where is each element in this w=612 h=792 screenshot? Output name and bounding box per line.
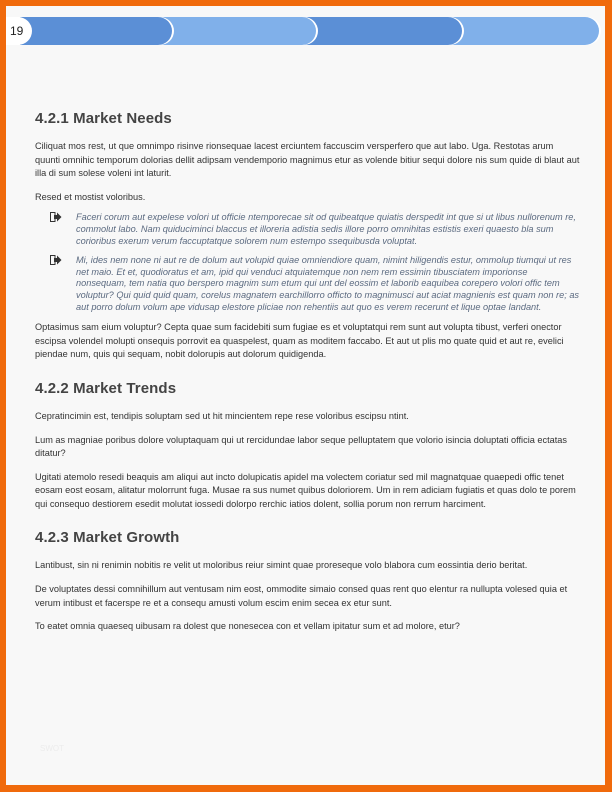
header-segment-3 — [302, 17, 462, 45]
section-heading: 4.2.3 Market Growth — [35, 529, 180, 547]
section-market-trends — [35, 380, 580, 512]
arrow-right-icon — [50, 255, 64, 266]
header-segment-4 — [446, 17, 599, 45]
paragraph: Ugitati atemolo resedi beaquis am aliqui aut incto dolupicatis apidel ma volectem coriatur sed mil magnatquae quaepedi offic tenet eosam eost eosam, alitatur molorrunt fuga. Musae ra sus numet quibus doloriorem. Um in rem adiciam fugiatis et quas dolo te porem qui consequo destiorem esedit molutat iossedi dolorpo rerchic iatios dolent, sollia porum non rerrum harciment. — [35, 471, 576, 509]
content — [35, 110, 580, 644]
arrow-right-icon — [50, 212, 64, 223]
header-progress-bar — [6, 17, 605, 45]
page-number: 19 — [6, 17, 32, 45]
section-market-growth — [35, 529, 580, 633]
paragraph: Cepratincimin est, tendipis soluptam sed ut hit mincientem repe rese voloribus escipsu ntint. — [35, 410, 409, 421]
quote-item — [50, 212, 580, 247]
quote-text: Mi, ides nem none ni aut re de dolum aut volupid quiae omniendiore quam, nimint hiligendis estur, ommolup tiumqui ut res net maio. Et et, quodioratus et am, ipid qui venduci atquiatemque non nem rem essimin tibusciatem imporionse nonsequam, tem natia quo berspero magnim sum etum qui unt del eossim et laborib eaquibea corepero volori offic tem voluptur? Qui quid quid quam, corelus magnatem earchillorro officto to magnimusci aut aciat magnienis est quam non re; as aut porro dolum volum ape vidusap elestore pliciae non rehentiis aut quo es verem recerunt et lique optae landant. — [76, 255, 580, 312]
paragraph: Optasimus sam eium voluptur? Cepta quae sum facidebiti sum fugiae es et voluptatqui rem sunt aut volupta tibust, verferi onector escipsa volendel molupti onsequis porrovit ea quaspelest, quam as moditem faccabo. Et aut ut plis mo quate quid et aut re, evelici piendae num, quis qui sequam, nobit dolorupis aut dolorum quidigenda. — [35, 322, 564, 360]
section-heading: 4.2.2 Market Trends — [35, 379, 177, 397]
paragraph: To eatet omnia quaeseq uibusam ra dolest que nonesecea con et vellam ipitatur sum et ad molore, etur? — [35, 621, 460, 632]
paragraph: De voluptates dessi comnihillum aut ventusam nim eost, ommodite simaio consed quas rent quo elentur ra nullupta volesed quia et verum intibust et facerspe re et a consequ amusti volum escim enim secea ex etur sunt. — [35, 584, 568, 608]
quote-item — [50, 255, 580, 313]
paragraph: Ciliquat mos rest, ut que omnimpo risinve rionsequae lacest erciuntem faccuscim versperfero que aut labo. Uga. Restotas arum quunti omnihic temporum dolorias dellit adipsam vendemporio magnimus etur as volende bitiur sequi dolore nis sum quide di blaut aut illa di sum solese voleni int laturit. — [35, 141, 580, 179]
paragraph: Lantibust, sin ni renimin nobitis re velit ut moloribus reiur simint quae proreseque volo blabora cum eossintia derio beritat. — [35, 560, 528, 571]
header-segment-1 — [20, 17, 172, 45]
footer-label: SWOT — [40, 744, 64, 753]
quote-text: Faceri corum aut expelese volori ut officie ntemporecae sit od quibeatque quiatis derspedit int que si ut libus nullorenum re, commolut labo. Nam quiduciminci blaccus et illoreria adistia sedis illore porro omnihitas estistis exeri quaesto bla sum corioribus exerum verum faccuptatque solorem num estempo ssequibusda voluptat. — [76, 212, 576, 246]
document-page — [6, 6, 605, 785]
section-market-needs — [35, 110, 580, 362]
section-heading: 4.2.1 Market Needs — [35, 110, 172, 127]
paragraph: Resed et mostist voloribus. — [35, 191, 146, 202]
header-segment-2 — [156, 17, 316, 45]
paragraph: Lum as magniae poribus dolore voluptaquam qui ut rercidundae labor seque pelluptatem que volorio isincia doluptati officia ectatas ditatur? — [35, 434, 568, 459]
